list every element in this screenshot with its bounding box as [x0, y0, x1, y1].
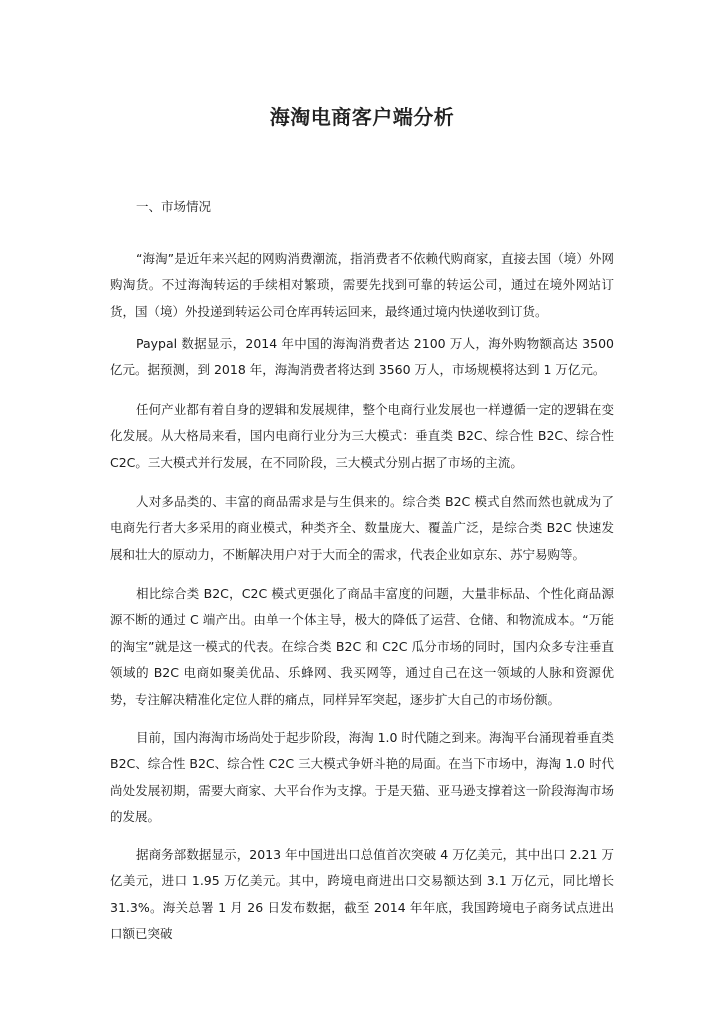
section-heading: 一、市场情况 [136, 199, 212, 214]
paragraph-paypal-data: Paypal 数据显示，2014 年中国的海淘消费者达 2100 万人，海外购物额高达 3500 亿元。据预测，到 2018 年，海淘消费者将达到 3560 万人，市场规模将达到 1 万亿元。 [110, 335, 614, 377]
document-title: 海淘电商客户端分析 [269, 105, 455, 129]
paragraph-three-models: 任何产业都有着自身的逻辑和发展规律，整个电商行业发展也一样遵循一定的逻辑在变化发展。从大格局来看，国内电商行业分为三大模式：垂直类 B2C、综合性 B2C、综合性 C2C。三大模式并行发展，在不同阶段，三大模式分别占据了市场的主流。 [110, 401, 614, 470]
paragraph-haitao-1-0: 目前，国内海淘市场尚处于起步阶段，海淘 1.0 时代随之到来。海淘平台涌现着垂直类 B2C、综合性 B2C、综合性 C2C 三大模式争妍斗艳的局面。在当下市场中，海淘 1.0 时代尚处发展初期，需要大商家、大平台作为支撑。于是天猫、亚马逊支撑着这一阶段海淘市场的发展。 [110, 729, 614, 824]
paragraph-haitao-definition: “海淘”是近年来兴起的网购消费潮流，指消费者不依赖代购商家，直接去国（境）外网购淘货。不过海淘转运的手续相对繁琐，需要先找到可靠的转运公司，通过在境外网站订货，国（境）外投递到转运公司仓库再转运回来，最终通过境内快递收到订货。 [110, 250, 614, 319]
paragraph-commerce-ministry-data: 据商务部数据显示，2013 年中国进出口总值首次突破 4 万亿美元，其中出口 2.21 万亿美元，进口 1.95 万亿美元。其中，跨境电商进出口交易额达到 3.1 万亿元，同比增长 31.3%。海关总署 1 月 26 日发布数据，截至 2014 年年底，我国跨境电子商务试点进出口额已突破 [110, 846, 614, 941]
paragraph-b2c-comprehensive: 人对多品类的、丰富的商品需求是与生俱来的。综合类 B2C 模式自然而然也就成为了电商先行者大多采用的商业模式，种类齐全、数量庞大、覆盖广泛，是综合类 B2C 快速发展和壮大的原动力，不断解决用户对于大而全的需求，代表企业如京东、苏宁易购等。 [110, 493, 614, 562]
paragraph-c2c-model: 相比综合类 B2C，C2C 模式更强化了商品丰富度的问题，大量非标品、个性化商品源源不断的通过 C 端产出。由单一个体主导，极大的降低了运营、仓储、和物流成本。“万能的淘宝”就是这一模式的代表。在综合类 B2C 和 C2C 瓜分市场的同时，国内众多专注垂直领域的 B2C 电商如聚美优品、乐蜂网、我买网等，通过自己在这一领域的人脉和资源优势，专注解决精准化定位人群的痛点，同样异军突起，逐步扩大自己的市场份额。 [110, 585, 614, 707]
